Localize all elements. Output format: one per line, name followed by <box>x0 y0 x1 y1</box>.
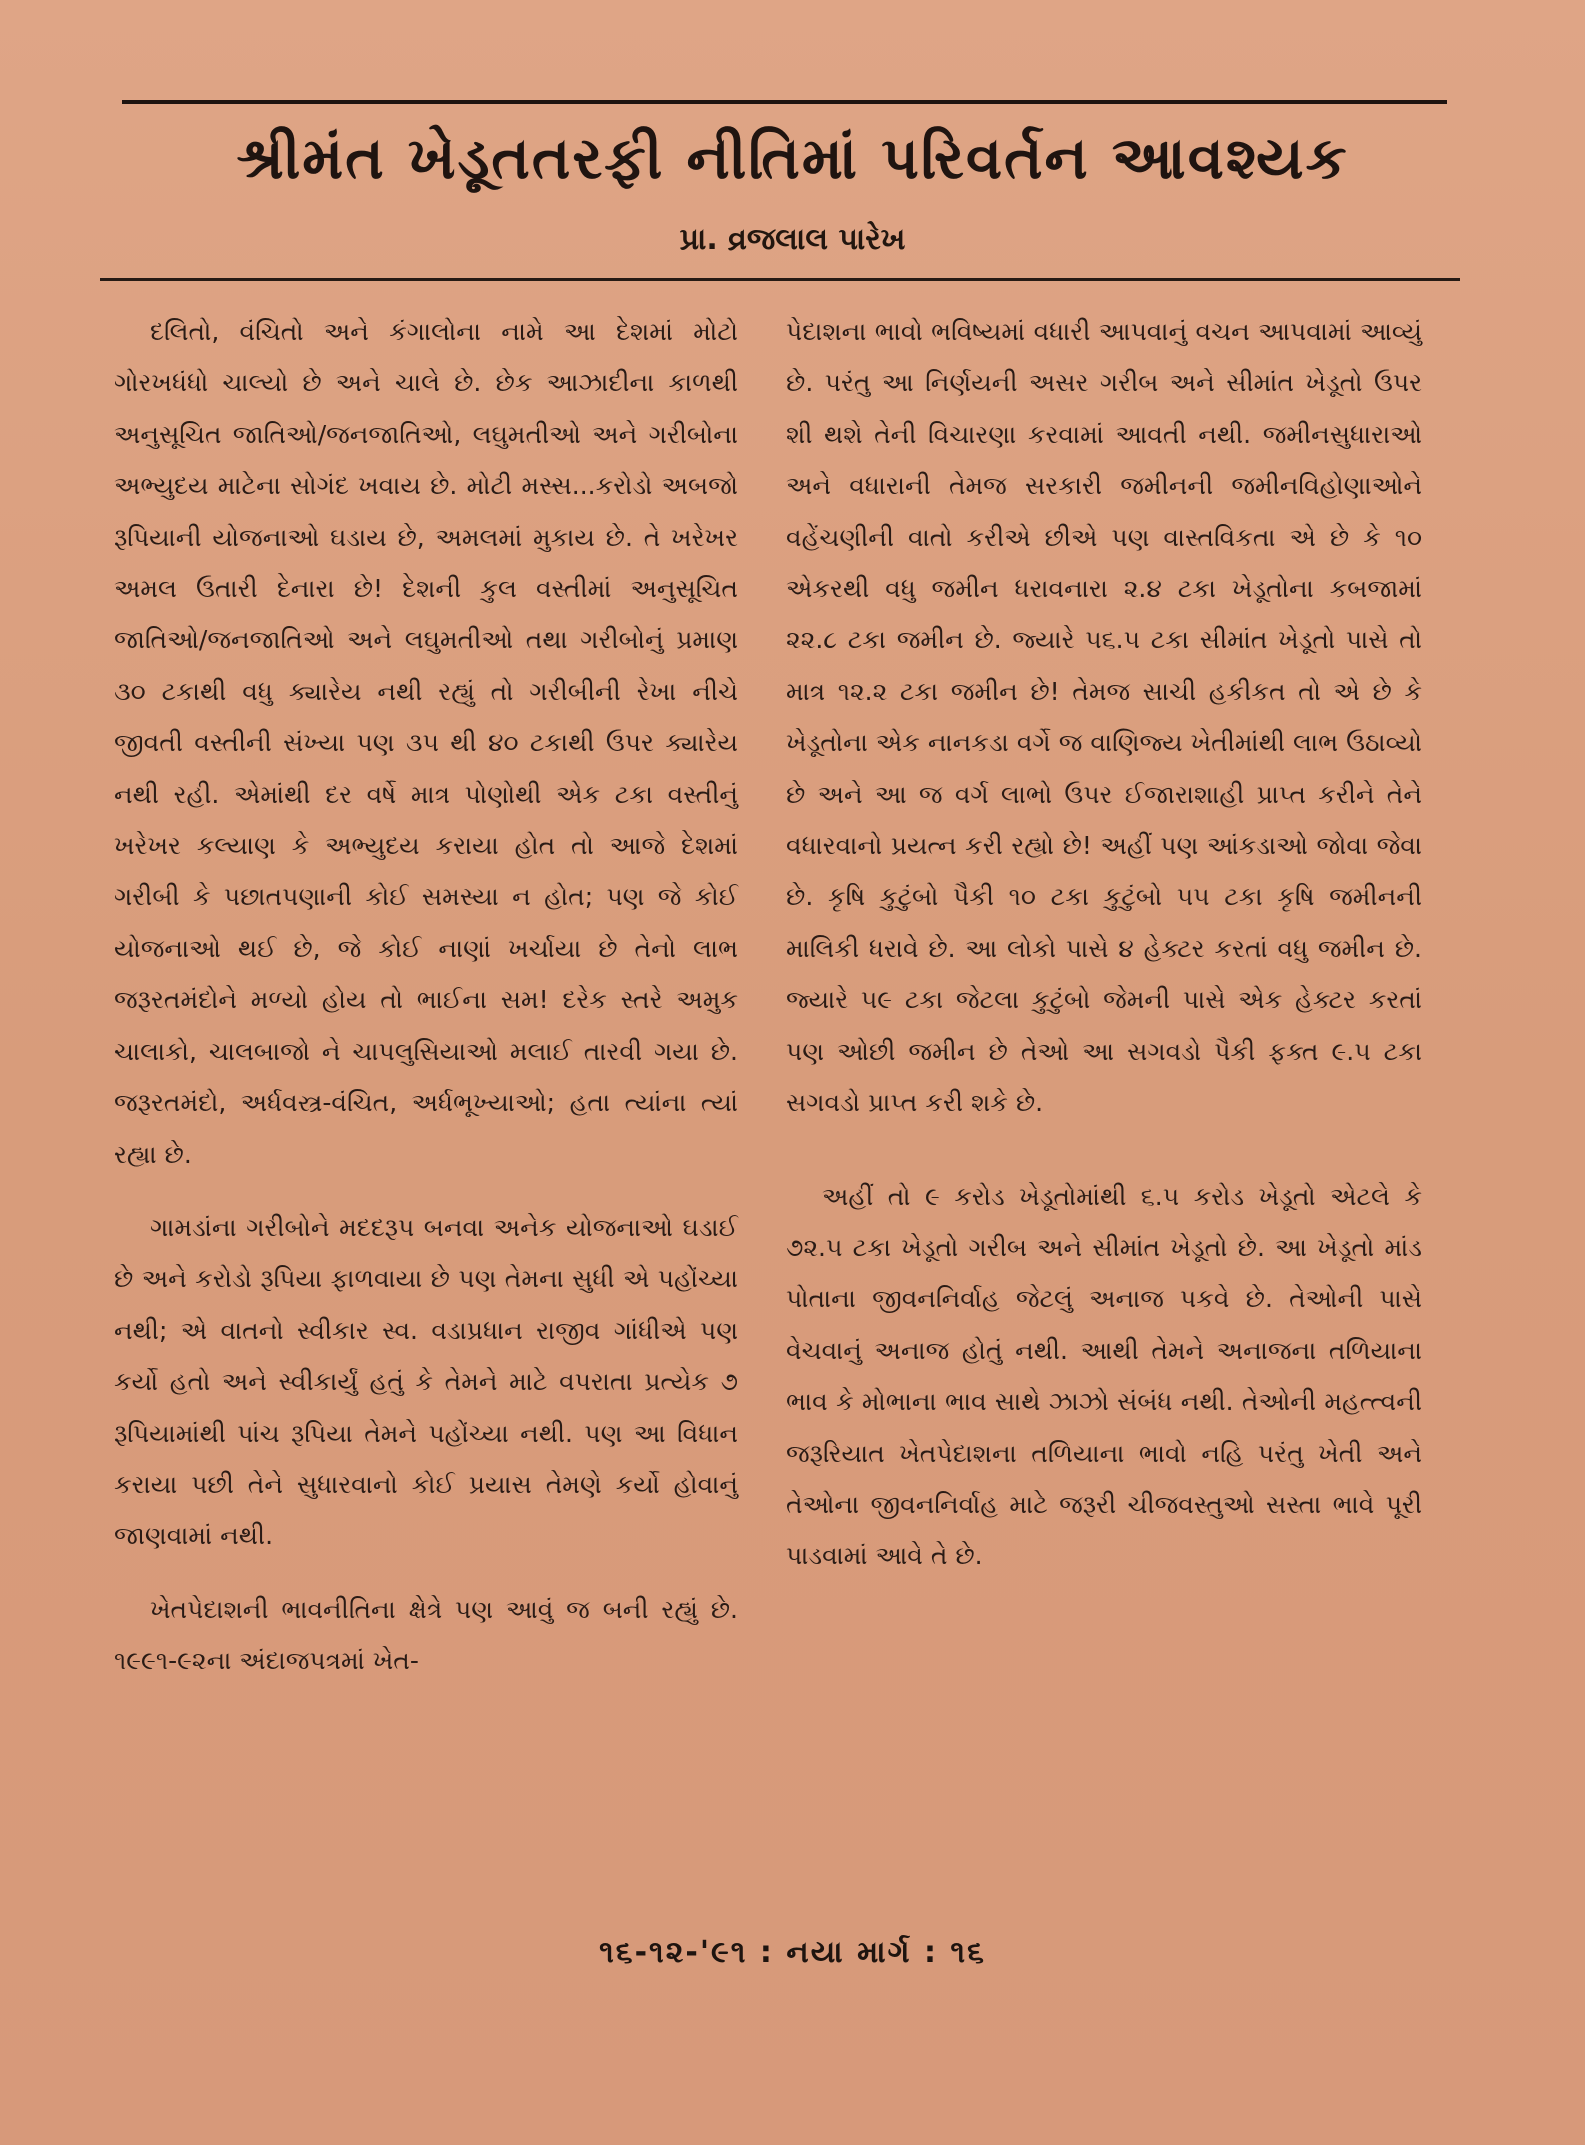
right-column <box>786 306 1422 1582</box>
top-rule <box>122 100 1447 104</box>
right-paragraph-1: પેદાશના ભાવો ભવિષ્યમાં વધારી આપવાનું વચન આપવામાં આવ્યું છે. પરંતુ આ નિર્ણયની અસર ગરીબ અને સીમાંત ખેડૂતો ઉપર શી થશે તેની વિચારણા કરવામાં આવતી નથી. જમીનસુધારાઓ અને વધારાની તેમજ સરકારી જમીનની જમીનવિહોણાઓને વહેંચણીની વાતો કરીએ છીએ પણ વાસ્તવિકતા એ છે કે ૧૦ એકરથી વધુ જમીન ધરાવનારા ૨.૪ ટકા ખેડૂતોના કબજામાં ૨૨.૮ ટકા જમીન છે. જ્યારે ૫૬.૫ ટકા સીમાંત ખેડૂતો પાસે તો માત્ર ૧૨.૨ ટકા જમીન છે! તેમજ સાચી હકીકત તો એ છે કે ખેડૂતોના એક નાનકડા વર્ગે જ વાણિજ્ય ખેતીમાંથી લાભ ઉઠાવ્યો છે અને આ જ વર્ગ લાભો ઉપર ઈજારાશાહી પ્રાપ્ત કરીને તેને વધારવાનો પ્રયત્ન કરી રહ્યો છે! અહીં પણ આંકડાઓ જોવા જેવા છે. કૃષિ કુટુંબો પૈકી ૧૦ ટકા કુટુંબો ૫૫ ટકા કૃષિ જમીનની માલિકી ધરાવે છે. આ લોકો પાસે ૪ હેક્ટર કરતાં વધુ જમીન છે. જ્યારે ૫૯ ટકા જેટલા કુટુંબો જેમની પાસે એક હેક્ટર કરતાં પણ ઓછી જમીન છે તેઓ આ સગવડો પૈકી ફક્ત ૯.૫ ટકા સગવડો પ્રાપ્ત કરી શકે છે. <box>786 317 1422 1118</box>
article-title: શ્રીમંત ખેડૂતતરફી નીતિમાં પરિવર્તન આવશ્યક <box>236 124 1349 192</box>
left-column <box>114 306 738 1687</box>
header-divider <box>100 278 1460 281</box>
left-paragraph-3: ખેતપેદાશની ભાવનીતિના ક્ષેત્રે પણ આવું જ બની રહ્યું છે. ૧૯૯૧-૯૨ના અંદાજપત્રમાં ખેત- <box>114 1594 738 1676</box>
article-author: પ્રા. વ્રજલાલ પારેખ <box>679 222 906 257</box>
right-paragraph-2: અહીં તો ૯ કરોડ ખેડૂતોમાંથી ૬.૫ કરોડ ખેડૂતો એટલે કે ૭૨.૫ ટકા ખેડૂતો ગરીબ અને સીમાંત ખેડૂતો છે. આ ખેડૂતો માંડ પોતાના જીવનનિર્વાહ જેટલું અનાજ પકવે છે. તેઓની પાસે વેચવાનું અનાજ હોતું નથી. આથી તેમને અનાજના તળિયાના ભાવ કે મોભાના ભાવ સાથે ઝાઝો સંબંધ નથી. તેઓની મહત્ત્વની જરૂરિયાત ખેતપેદાશના તળિયાના ભાવો નહિ પરંતુ ખેતી અને તેઓના જીવનનિર્વાહ માટે જરૂરી ચીજવસ્તુઓ સસ્તા ભાવે પૂરી પાડવામાં આવે તે છે. <box>786 1181 1422 1571</box>
left-paragraph-1: દલિતો, વંચિતો અને કંગાલોના નામે આ દેશમાં મોટો ગોરખધંધો ચાલ્યો છે અને ચાલે છે. છેક આઝાદીના કાળથી અનુસૂચિત જાતિઓ/જનજાતિઓ, લઘુમતીઓ અને ગરીબોના અભ્યુદય માટેના સોગંદ ખવાય છે. મોટી મસ્સ...કરોડો અબજો રૂપિયાની યોજનાઓ ઘડાય છે, અમલમાં મુકાય છે. તે ખરેખર અમલ ઉતારી દેનારા છે! દેશની કુલ વસ્તીમાં અનુસૂચિત જાતિઓ/જનજાતિઓ અને લઘુમતીઓ તથા ગરીબોનું પ્રમાણ ૩૦ ટકાથી વધુ ક્યારેય નથી રહ્યું તો ગરીબીની રેખા નીચે જીવતી વસ્તીની સંખ્યા પણ ૩૫ થી ૪૦ ટકાથી ઉપર ક્યારેય નથી રહી. એમાંથી દર વર્ષે માત્ર પોણોથી એક ટકા વસ્તીનું ખરેખર કલ્યાણ કે અભ્યુદય કરાયા હોત તો આજે દેશમાં ગરીબી કે પછાતપણાની કોઈ સમસ્યા ન હોત; પણ જે કોઈ યોજનાઓ થઈ છે, જે કોઈ નાણાં ખર્ચાયા છે તેનો લાભ જરૂરતમંદોને મળ્યો હોય તો ભાઈના સમ! દરેક સ્તરે અમુક ચાલાકો, ચાલબાજો ને ચાપલુસિયાઓ મલાઈ તારવી ગયા છે. જરૂરતમંદો, અર્ધવસ્ત્ર-વંચિત, અર્ધભૂખ્યાઓ; હતા ત્યાંના ત્યાં રહ્યા છે. <box>114 317 738 1169</box>
page-footer: ૧૬-૧૨-'૯૧ : નયા માર્ગ : ૧૬ <box>599 1935 986 1970</box>
left-paragraph-2: ગામડાંના ગરીબોને મદદરૂપ બનવા અનેક યોજનાઓ ઘડાઈ છે અને કરોડો રૂપિયા ફાળવાયા છે પણ તેમના સુધી એ પહોંચ્યા નથી; એ વાતનો સ્વીકાર સ્વ. વડાપ્રધાન રાજીવ ગાંધીએ પણ કર્યો હતો અને સ્વીકાર્યું હતું કે તેમને માટે વપરાતા પ્રત્યેક ૭ રૂપિયામાંથી પાંચ રૂપિયા તેમને પહોંચ્યા નથી. પણ આ વિધાન કરાયા પછી તેને સુધારવાનો કોઈ પ્રયાસ તેમણે કર્યો હોવાનું જાણવામાં નથી. <box>114 1212 738 1551</box>
